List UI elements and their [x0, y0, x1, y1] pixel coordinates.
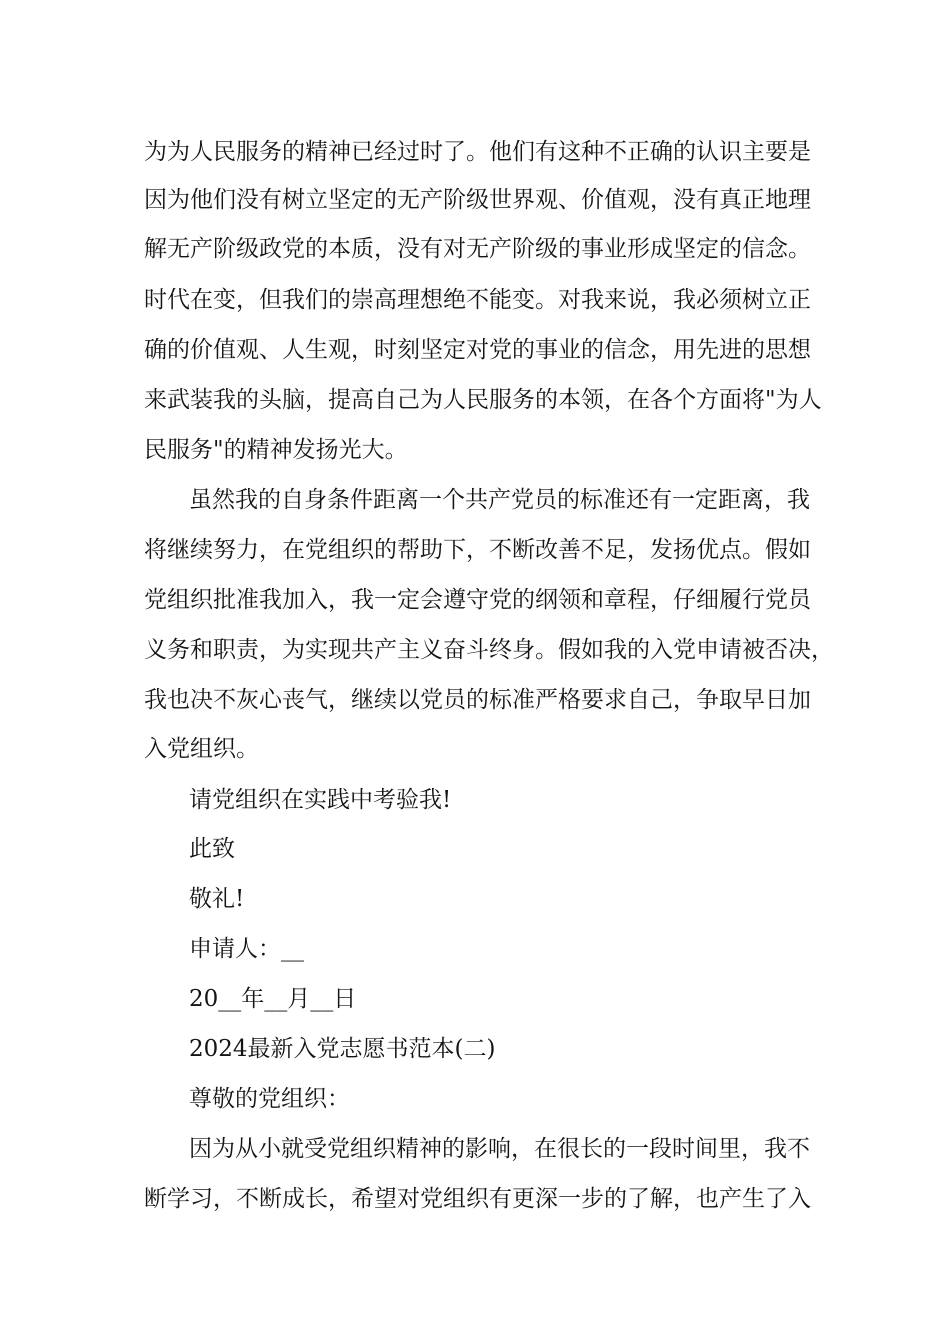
text-line: 为为人民服务的精神已经过时了。他们有这种不正确的认识主要是 [144, 139, 811, 165]
text-line: 将继续努力，在党组织的帮助下，不断改善不足，发扬优点。假如 [144, 537, 811, 563]
text-line: 来武装我的头脑，提高自己为人民服务的本领，在各个方面将"为人 [144, 387, 822, 413]
text-line: 我也决不灰心丧气，继续以党员的标准严格要求自己，争取早日加 [144, 687, 811, 713]
salutation: 尊敬的党组织： [189, 1086, 350, 1112]
text-line: 请党组织在实践中考验我! [189, 787, 452, 813]
signature-line: 申请人：__ [189, 936, 304, 962]
text-line: 虽然我的自身条件距离一个共产党员的标准还有一定距离，我 [189, 487, 810, 513]
text-line: 民服务"的精神发扬光大。 [144, 437, 408, 463]
text-line: 解无产阶级政党的本质，没有对无产阶级的事业形成坚定的信念。 [144, 236, 811, 262]
text-line: 此致 [189, 836, 235, 862]
text-line: 因为他们没有树立坚定的无产阶级世界观、价值观，没有真正地理 [144, 187, 811, 213]
date-line: 20__年__月__日 [189, 986, 357, 1012]
text-line: 敬礼! [189, 886, 245, 912]
text-line: 党组织批准我加入，我一定会遵守党的纲领和章程，仔细履行党员 [144, 587, 811, 613]
text-line: 入党组织。 [144, 736, 259, 762]
text-line: 时代在变，但我们的崇高理想绝不能变。对我来说，我必须树立正 [144, 287, 811, 313]
text-line: 义务和职责，为实现共产主义奋斗终身。假如我的入党申请被否决， [144, 637, 834, 663]
section-title: 2024最新入党志愿书范本(二) [189, 1036, 496, 1062]
text-line: 断学习，不断成长，希望对党组织有更深一步的了解，也产生了入 [144, 1186, 811, 1212]
text-line: 因为从小就受党组织精神的影响，在很长的一段时间里，我不 [189, 1136, 810, 1162]
text-line: 确的价值观、人生观，时刻坚定对党的事业的信念，用先进的思想 [144, 337, 811, 363]
